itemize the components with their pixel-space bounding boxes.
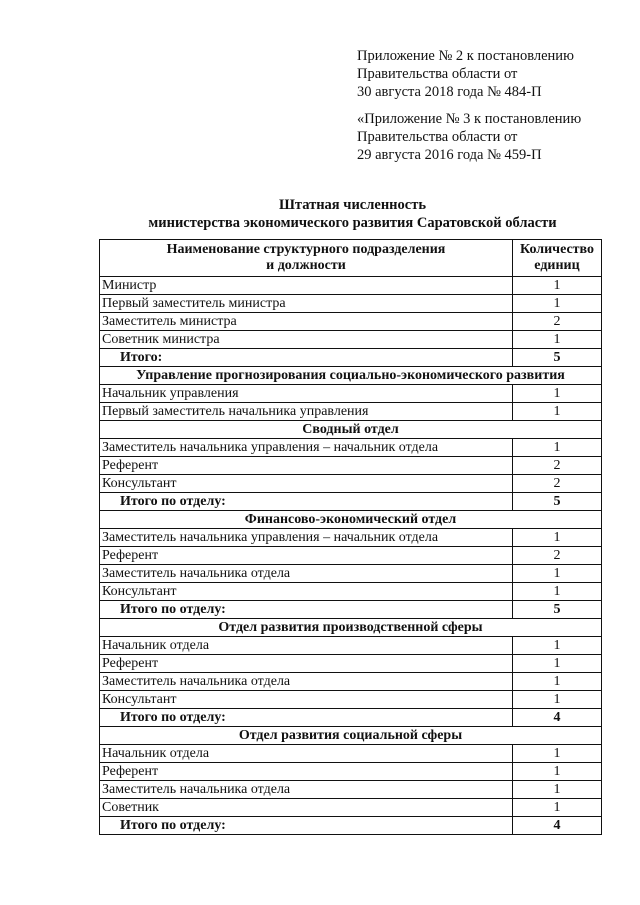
unit-count: 1	[513, 439, 602, 457]
total-label: Итого по отделу:	[100, 601, 513, 619]
unit-count: 1	[513, 655, 602, 673]
table-row	[100, 763, 602, 781]
table-row	[100, 313, 602, 331]
appendix-original-line: Правительства области от	[357, 129, 518, 145]
total-row	[100, 817, 602, 835]
appendix-current	[357, 47, 627, 101]
table-row	[100, 691, 602, 709]
appendix-current-line: 30 августа 2018 года № 484-П	[357, 84, 542, 100]
title-line-1: Штатная численность	[278, 197, 427, 213]
section-header-row	[100, 511, 602, 529]
position-name: Первый заместитель министра	[100, 295, 513, 313]
position-name: Референт	[100, 763, 513, 781]
table-row	[100, 565, 602, 583]
table-row	[100, 529, 602, 547]
table-row	[100, 583, 602, 601]
header-count-line-2: единиц	[534, 258, 580, 273]
header-count-line-1: Количество	[519, 242, 595, 257]
position-name: Начальник отдела	[100, 637, 513, 655]
appendix-original	[357, 110, 627, 164]
header-position-line-1: Наименование структурного подразделения	[166, 242, 446, 257]
unit-count: 1	[513, 529, 602, 547]
total-row	[100, 493, 602, 511]
unit-count: 1	[513, 763, 602, 781]
total-row	[100, 709, 602, 727]
section-header-row	[100, 727, 602, 745]
table-row	[100, 439, 602, 457]
position-name: Министр	[100, 277, 513, 295]
header-position-name	[100, 240, 513, 277]
document-title	[100, 196, 605, 232]
total-row	[100, 349, 602, 367]
table-row	[100, 673, 602, 691]
staffing-table	[99, 239, 602, 835]
total-count: 5	[513, 601, 602, 619]
table-row	[100, 385, 602, 403]
position-name: Консультант	[100, 691, 513, 709]
appendix-original-line: «Приложение № 3 к постановлению	[357, 111, 582, 127]
position-name: Заместитель начальника управления – начальник отдела	[100, 439, 513, 457]
unit-count: 1	[513, 745, 602, 763]
appendix-current-line: Приложение № 2 к постановлению	[357, 48, 574, 64]
appendix-original-line: 29 августа 2016 года № 459-П	[357, 147, 542, 163]
unit-count: 1	[513, 799, 602, 817]
total-label: Итого по отделу:	[100, 493, 513, 511]
appendix-current-line: Правительства области от	[357, 66, 518, 82]
unit-count: 1	[513, 637, 602, 655]
title-line-2: министерства экономического развития Саратовской области	[148, 215, 557, 231]
total-count: 4	[513, 709, 602, 727]
total-label: Итого по отделу:	[100, 817, 513, 835]
total-count: 5	[513, 349, 602, 367]
total-count: 4	[513, 817, 602, 835]
table-row	[100, 799, 602, 817]
unit-count: 2	[513, 475, 602, 493]
section-title: Финансово-экономический отдел	[100, 511, 602, 529]
section-title: Управление прогнозирования социально-экономического развития	[100, 367, 602, 385]
header-unit-count	[513, 240, 602, 277]
position-name: Заместитель начальника отдела	[100, 565, 513, 583]
table-row	[100, 457, 602, 475]
total-label: Итого по отделу:	[100, 709, 513, 727]
unit-count: 1	[513, 331, 602, 349]
table-row	[100, 403, 602, 421]
table-row	[100, 745, 602, 763]
unit-count: 2	[513, 457, 602, 475]
unit-count: 2	[513, 547, 602, 565]
table-row	[100, 781, 602, 799]
unit-count: 1	[513, 565, 602, 583]
unit-count: 1	[513, 385, 602, 403]
section-header-row	[100, 367, 602, 385]
position-name: Консультант	[100, 583, 513, 601]
section-title: Отдел развития производственной сферы	[100, 619, 602, 637]
position-name: Референт	[100, 655, 513, 673]
position-name: Начальник отдела	[100, 745, 513, 763]
unit-count: 1	[513, 583, 602, 601]
position-name: Первый заместитель начальника управления	[100, 403, 513, 421]
total-count: 5	[513, 493, 602, 511]
table-row	[100, 475, 602, 493]
table-row	[100, 277, 602, 295]
table-row	[100, 295, 602, 313]
unit-count: 1	[513, 277, 602, 295]
unit-count: 1	[513, 691, 602, 709]
position-name: Референт	[100, 547, 513, 565]
table-row	[100, 547, 602, 565]
unit-count: 1	[513, 403, 602, 421]
table-header-row	[100, 240, 602, 277]
section-header-row	[100, 421, 602, 439]
staffing-table-body	[100, 277, 602, 835]
section-title: Отдел развития социальной сферы	[100, 727, 602, 745]
total-label: Итого:	[100, 349, 513, 367]
section-title: Сводный отдел	[100, 421, 602, 439]
header-position-line-2: и должности	[266, 258, 346, 273]
position-name: Советник	[100, 799, 513, 817]
unit-count: 1	[513, 295, 602, 313]
unit-count: 2	[513, 313, 602, 331]
position-name: Референт	[100, 457, 513, 475]
position-name: Советник министра	[100, 331, 513, 349]
position-name: Заместитель начальника отдела	[100, 781, 513, 799]
total-row	[100, 601, 602, 619]
position-name: Заместитель начальника отдела	[100, 673, 513, 691]
table-row	[100, 331, 602, 349]
unit-count: 1	[513, 781, 602, 799]
position-name: Заместитель министра	[100, 313, 513, 331]
section-header-row	[100, 619, 602, 637]
appendix-header	[357, 47, 627, 164]
position-name: Консультант	[100, 475, 513, 493]
table-row	[100, 655, 602, 673]
position-name: Начальник управления	[100, 385, 513, 403]
position-name: Заместитель начальника управления – начальник отдела	[100, 529, 513, 547]
unit-count: 1	[513, 673, 602, 691]
table-row	[100, 637, 602, 655]
